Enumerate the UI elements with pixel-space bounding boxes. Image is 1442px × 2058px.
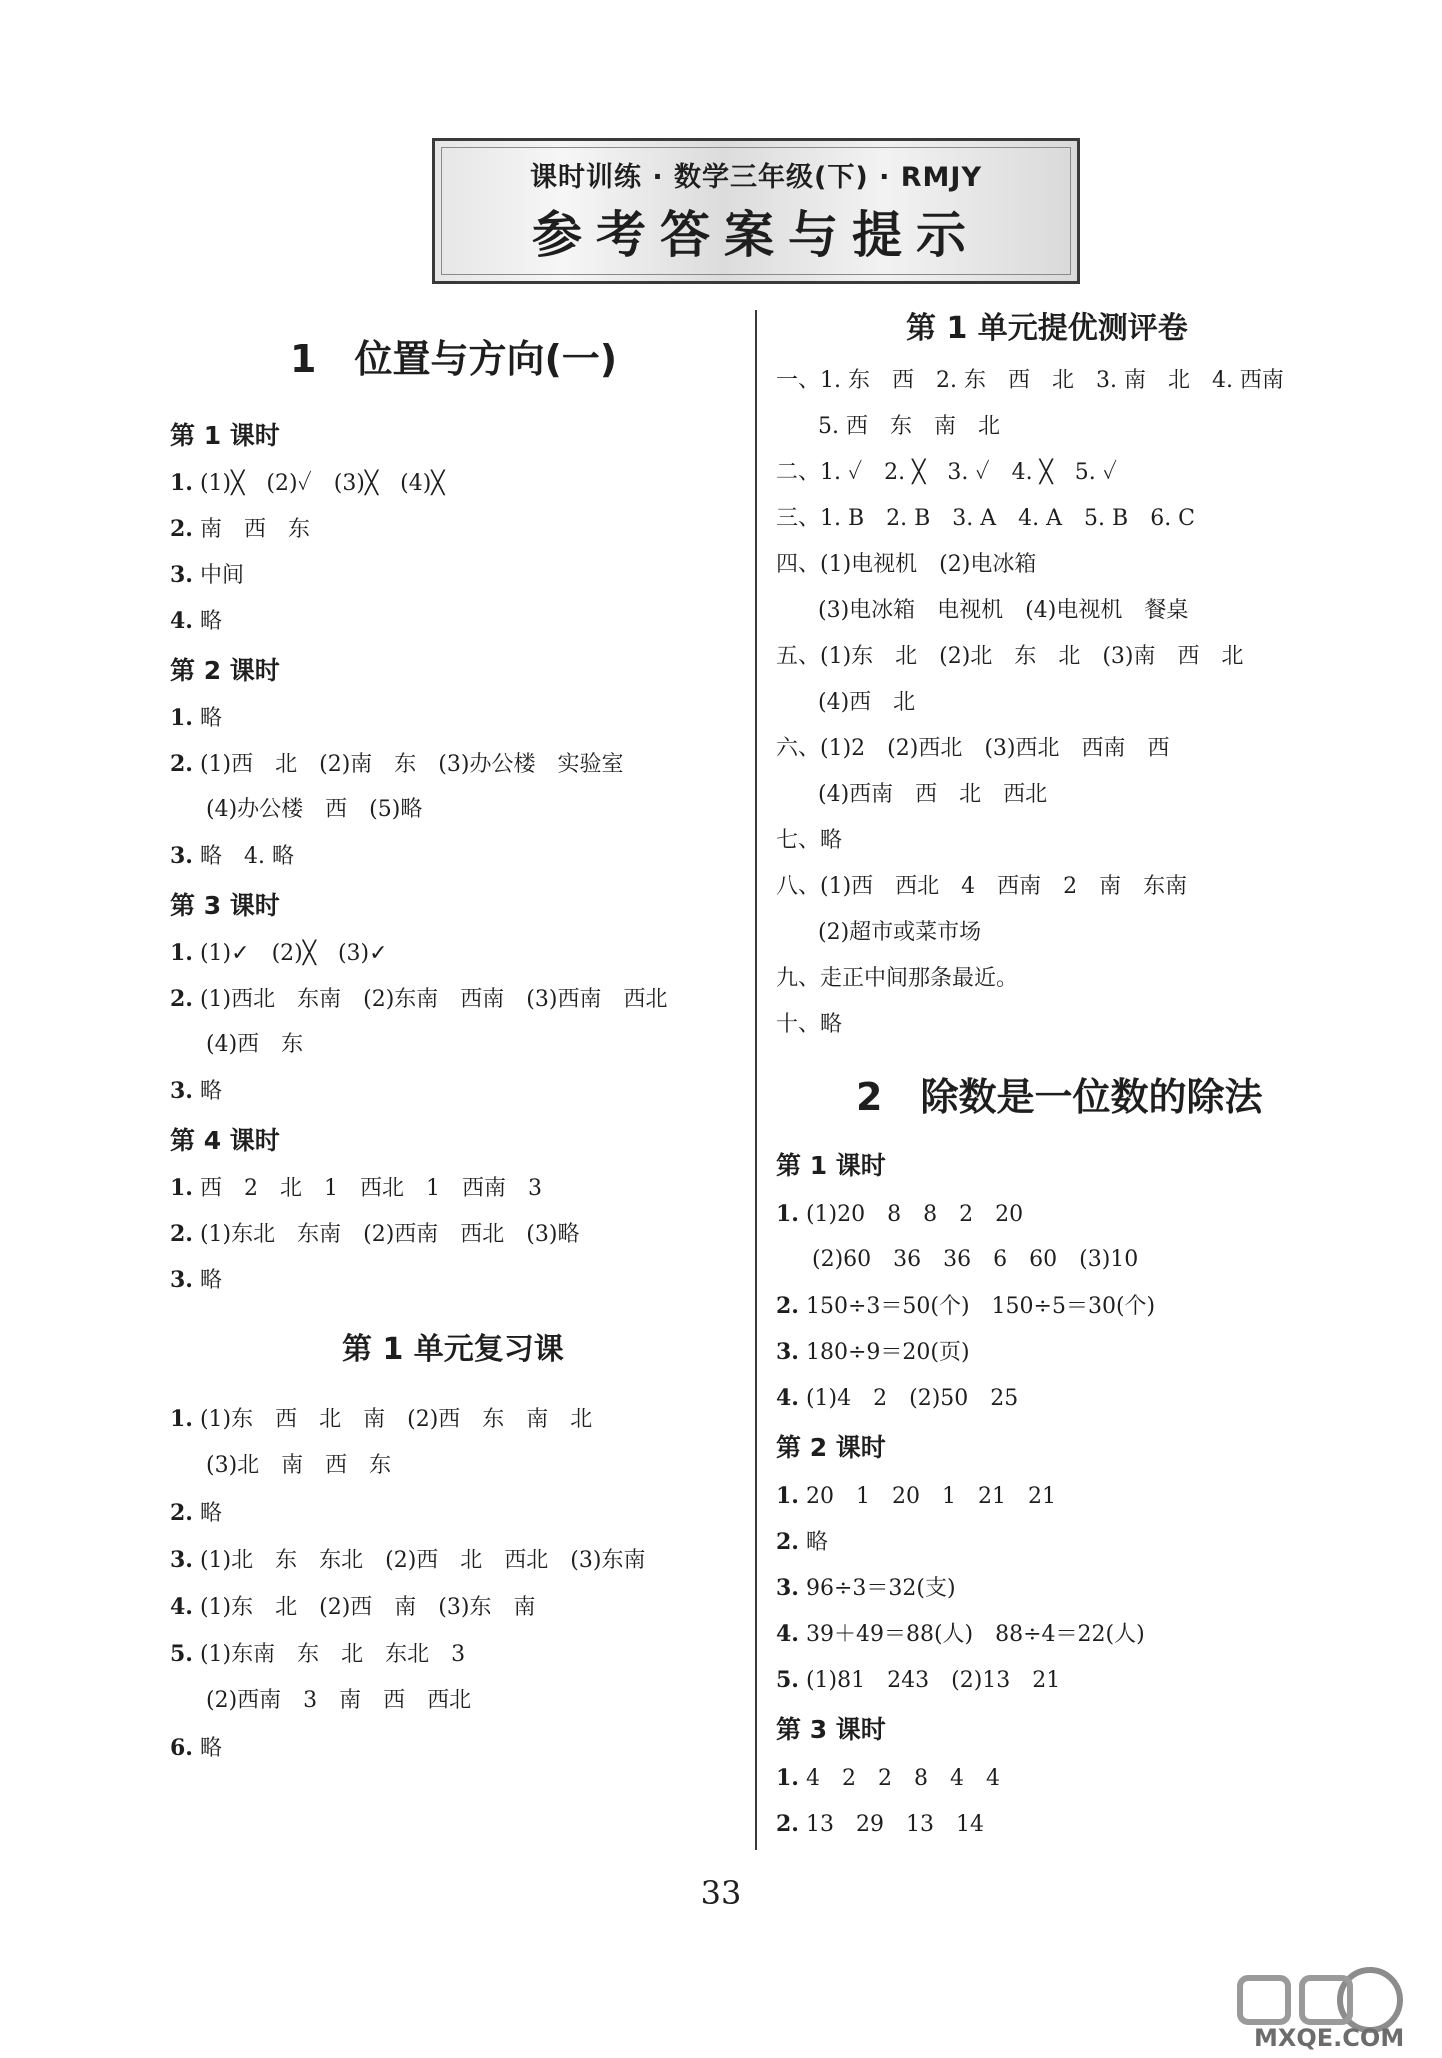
answer-line: 3. (1)北 东 东北 (2)西 北 西北 (3)东南 [170,1547,646,1573]
review-section-title: 第 1 单元复习课 [342,1332,564,1367]
answer-line: 十、略 [776,1012,843,1037]
answer-line: (4)办公楼 西 (5)略 [206,797,423,822]
column-divider [755,310,757,1850]
answer-line: (4)西 东 [206,1032,304,1057]
answer-line: 2. 南 西 东 [170,516,310,542]
lesson-title: 第 1 课时 [170,421,280,450]
answer-line: 2. 13 29 13 14 [776,1811,984,1837]
answer-line: 2. (1)西 北 (2)南 东 (3)办公楼 实验室 [170,751,624,777]
answer-line: 五、(1)东 北 (2)北 东 北 (3)南 西 北 [776,644,1244,669]
lesson-title: 第 2 课时 [776,1433,886,1462]
answer-line: 3. 96÷3＝32(支) [776,1575,956,1601]
answer-line: (3)北 南 西 东 [206,1453,392,1478]
lesson-title: 第 3 课时 [776,1715,886,1744]
answer-line: 1. (1)✓ (2)╳ (3)✓ [170,940,388,966]
answer-line: 九、走正中间那条最近。 [776,966,1019,991]
answer-line: 3. 略 [170,1078,222,1104]
answer-line: 1. (1)东 西 北 南 (2)西 东 南 北 [170,1406,593,1432]
page-title: 参考答案与提示 [532,206,980,264]
unit-2-title: 2 除数是一位数的除法 [856,1075,1263,1119]
answer-line: 三、1. B 2. B 3. A 4. A 5. B 6. C [776,506,1196,531]
answer-line: (4)西南 西 北 西北 [818,782,1048,807]
answer-line: 1. (1)╳ (2)✓ (3)╳ (4)╳ [170,470,445,496]
header-box [432,138,1080,284]
answer-line: 4. 略 [170,608,222,634]
answer-line: 2. 略 [170,1500,222,1526]
answer-line: 六、(1)2 (2)西北 (3)西北 西南 西 [776,736,1170,761]
answer-line: 4. 39＋49＝88(人) 88÷4＝22(人) [776,1621,1145,1647]
answer-line: 七、略 [776,828,843,853]
answer-line: 八、(1)西 西北 4 西南 2 南 东南 [776,874,1188,899]
lesson-title: 第 3 课时 [170,891,280,920]
answer-line: 4. (1)东 北 (2)西 南 (3)东 南 [170,1594,536,1620]
answer-line: 1. (1)20 8 8 2 20 [776,1201,1024,1227]
answer-line: 3. 略 [170,1267,222,1293]
answer-line: 3. 中间 [170,562,244,588]
answer-line: (3)电冰箱 电视机 (4)电视机 餐桌 [818,598,1189,623]
lesson-title: 第 1 课时 [776,1151,886,1180]
test-section-title: 第 1 单元提优测评卷 [906,311,1188,346]
answer-line: 1. 4 2 2 8 4 4 [776,1765,1000,1791]
answer-line: 2. 150÷3＝50(个) 150÷5＝30(个) [776,1293,1156,1319]
answer-line: 4. (1)4 2 (2)50 25 [776,1385,1019,1411]
answer-line: 二、1. ✓ 2. ╳ 3. ✓ 4. ╳ 5. ✓ [776,460,1117,485]
answer-line: (2)超市或菜市场 [818,920,982,945]
answer-line: (2)西南 3 南 西 西北 [206,1688,472,1713]
answer-line: 5. (1)东南 东 北 东北 3 [170,1641,466,1667]
answer-line: 5. (1)81 243 (2)13 21 [776,1667,1061,1693]
lesson-title: 第 4 课时 [170,1126,280,1155]
answer-line: 2. (1)西北 东南 (2)东南 西南 (3)西南 西北 [170,986,668,1012]
answer-line: (4)西 北 [818,690,916,715]
answer-line: 2. (1)东北 东南 (2)西南 西北 (3)略 [170,1221,580,1247]
lesson-title: 第 2 课时 [170,656,280,685]
answer-line: 一、1. 东 西 2. 东 西 北 3. 南 北 4. 西南 [776,368,1284,393]
watermark-text: MXQE.COM [1254,2024,1405,2052]
book-subtitle: 课时训练 · 数学三年级(下) · RMJY [529,162,983,193]
answer-line: (2)60 36 36 6 60 (3)10 [812,1247,1139,1272]
answer-line: 3. 180÷9＝20(页) [776,1339,970,1365]
answer-line: 四、(1)电视机 (2)电冰箱 [776,552,1037,577]
unit-1-title: 1 位置与方向(一) [290,337,618,381]
answer-line: 1. 20 1 20 1 21 21 [776,1483,1056,1509]
answer-line: 2. 略 [776,1529,828,1555]
answer-line: 6. 略 [170,1735,222,1761]
answer-line: 3. 略 4. 略 [170,843,294,869]
answer-line: 1. 略 [170,705,222,731]
page-number: 33 [700,1874,742,1912]
answer-line: 5. 西 东 南 北 [818,414,1000,439]
answer-line: 1. 西 2 北 1 西北 1 西南 3 [170,1175,542,1201]
